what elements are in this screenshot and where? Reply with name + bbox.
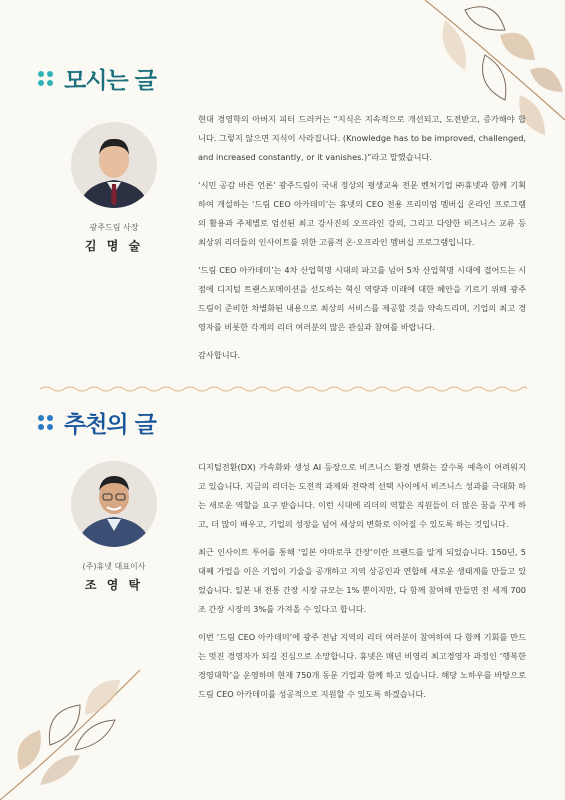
recommend-paragraph: 디지털전환(DX) 가속화와 생성 AI 등장으로 비즈니스 환경 변화는 갈수록 예측이 어려워지고 있습니다. 지금의 리더는 도전적 과제와 전략적 선택 사이에서 비즈니스 성과를 극대화 하는 새로운 역할을 요구 받습니다. 이런 시대에 리더의 역할은 직원들이 더 많은 꿈을 꾸게 하고, 더 많이 배우고, 기업의 성장을 넘어 세상의 변화로 이어질 수 있도록 하는 것입니다. <box>198 462 526 529</box>
recommend-title: 추천의 글 <box>64 412 156 438</box>
welcome-paragraph: ‘시민 공감 바른 언론’ 광주드림이 국내 정상의 평생교육 전문 벤처기업 ㈜휴넷과 함께 기획하여 개설하는 ‘드림 CEO 아카데미’는 휴넷의 CEO 전용 프리미엄 멤버십 온라인 프로그램의 활용과 주제별로 엄선된 최고 강사진의 오프라인 강의, 그리고 다양한 비즈니스 교류 등 최상위 리더들의 인사이트를 위한 고품격 온·오프라인 멤버십 프로그램입니다. <box>198 180 526 247</box>
recommend-heading <box>38 406 156 439</box>
welcome-name: 김 명 술 <box>84 239 144 253</box>
welcome-paragraph: 현대 경영학의 아버지 피터 드러커는 “지식은 지속적으로 개선되고, 도전받고, 증가해야 합니다. 그렇지 않으면 지식이 사라집니다. (Knowledge has to be improved, challenged, and increased constantly, or it vanishes.)”라고 말했습니다. <box>198 114 526 162</box>
welcome-paragraph: ‘드림 CEO 아카데미’는 4차 산업혁명 시대의 파고를 넘어 5차 산업혁명 시대에 접어드는 시점에 디지털 트랜스포메이션을 선도하는 혁신 역량과 미래에 대한 혜안을 기르기 위해 광주드림이 준비한 차별화된 내용으로 최상의 서비스를 제공할 것을 약속드리며, 기업의 최고 경영자를 비롯한 각계의 리더 여러분의 많은 관심과 참여를 바랍니다. <box>198 265 526 332</box>
recommend-profile <box>59 461 169 593</box>
welcome-role: 광주드림 사장 <box>89 223 139 232</box>
dots-icon <box>38 71 54 87</box>
welcome-profile <box>59 122 169 254</box>
welcome-title: 모시는 글 <box>64 68 156 94</box>
recommend-role: (주)휴넷 대표이사 <box>82 562 146 571</box>
wavy-divider <box>40 384 527 394</box>
welcome-paragraph: 감사합니다. <box>198 350 241 360</box>
welcome-body <box>198 110 526 374</box>
dots-icon <box>38 415 54 431</box>
leaf-decoration-bottom <box>0 640 150 800</box>
avatar-kim <box>71 122 157 208</box>
welcome-heading <box>38 62 156 95</box>
recommend-paragraph: 최근 인사이트 투어를 통해 ‘일본 야마로쿠 간장’이란 브랜드를 알게 되었습니다. 150년, 5대째 가업을 이은 기업이 기술을 공개하고 지역 상공인과 연합해 새로운 생태계를 만들고 있었습니다. 일본 내 전통 간장 시장 규모는 1% 뿐이지만, 다 함께 참여해 만들면 전 세계 700조 간장 시장의 3%를 가져올 수 있다고 합니다. <box>198 547 526 614</box>
avatar-jo <box>71 461 157 547</box>
recommend-name: 조 영 탁 <box>84 578 144 592</box>
recommend-body <box>198 458 526 713</box>
recommend-paragraph: 이번 ‘드림 CEO 아카데미’에 광주 전남 지역의 리더 여러분이 참여하여 다 함께 기회를 만드는 멋진 경영자가 되길 진심으로 소망합니다. 휴넷은 매년 비영리 최고경영자 과정인 ‘행복한 경영대학’을 운영하며 현재 750개 동문 기업과 함께 하고 있습니다. 해당 노하우를 바탕으로 드림 CEO 아카데미를 성공적으로 지원할 수 있도록 하겠습니다. <box>198 632 526 699</box>
